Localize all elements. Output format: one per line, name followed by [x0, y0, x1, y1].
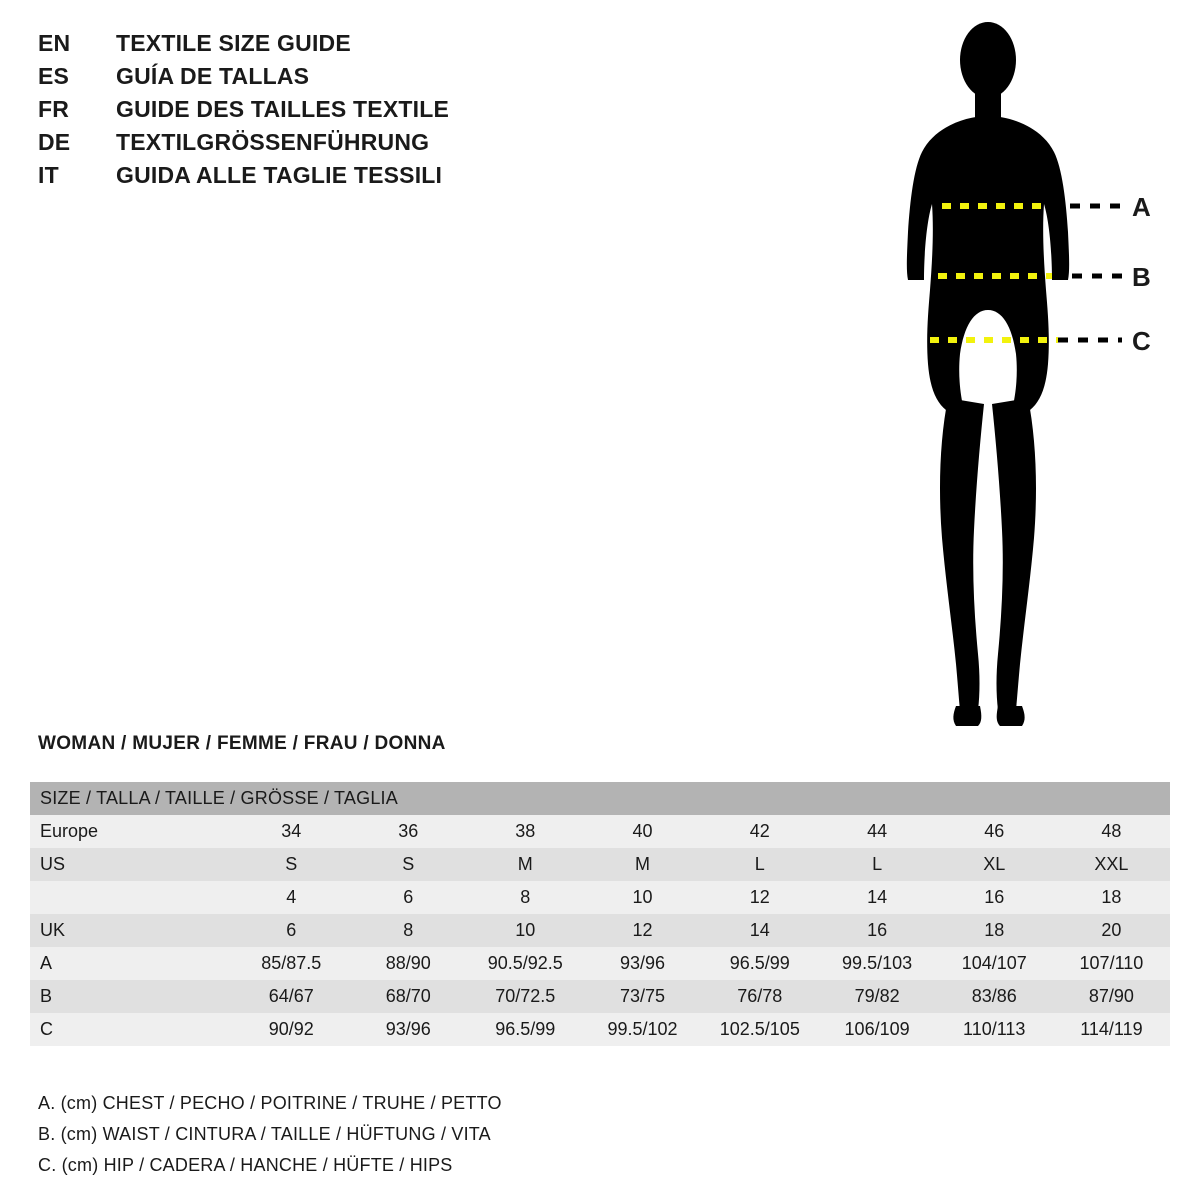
title-lang-fr: FR: [38, 96, 70, 122]
cell-usnum-5: 14: [867, 887, 888, 907]
cell-uk-3: 12: [632, 920, 653, 940]
cell-us-6: XL: [983, 854, 1006, 874]
cell-a-5: 99.5/103: [842, 953, 913, 973]
cell-c-3: 99.5/102: [607, 1019, 678, 1039]
title-block: [38, 30, 658, 195]
row-label-c: C: [40, 1019, 53, 1039]
cell-us-4: L: [754, 854, 765, 874]
cell-b-3: 73/75: [619, 986, 666, 1006]
table-row-a: [30, 947, 1170, 980]
title-text-en: TEXTILE SIZE GUIDE: [116, 30, 351, 56]
cell-us-0: S: [285, 854, 298, 874]
cell-us-5: L: [872, 854, 883, 874]
cell-c-1: 93/96: [385, 1019, 431, 1039]
cell-uk-1: 8: [403, 920, 414, 940]
table-row-b: [30, 980, 1170, 1013]
note-hip: C. (cm) HIP / CADERA / HANCHE / HÜFTE / HIPS: [38, 1155, 453, 1175]
cell-b-7: 87/90: [1088, 986, 1134, 1006]
cell-uk-5: 16: [867, 920, 888, 940]
title-text-es: GUÍA DE TALLAS: [116, 63, 310, 89]
measurement-notes: [38, 1088, 738, 1181]
cell-a-3: 93/96: [619, 953, 666, 973]
cell-usnum-1: 6: [403, 887, 414, 907]
row-label-b: B: [40, 986, 53, 1006]
cell-usnum-7: 18: [1101, 887, 1122, 907]
cell-europe-7: 48: [1101, 821, 1122, 841]
title-text-de: TEXTILGRÖSSENFÜHRUNG: [116, 129, 430, 155]
title-text-it: GUIDA ALLE TAGLIE TESSILI: [116, 162, 443, 188]
cell-a-0: 85/87.5: [261, 953, 322, 973]
cell-b-5: 79/82: [854, 986, 900, 1006]
cell-usnum-4: 12: [749, 887, 770, 907]
cell-usnum-0: 4: [286, 887, 297, 907]
table-row-c: [30, 1013, 1170, 1046]
cell-europe-0: 34: [281, 821, 302, 841]
cell-usnum-6: 16: [984, 887, 1005, 907]
row-label-a: A: [40, 953, 53, 973]
cell-us-3: M: [635, 854, 650, 874]
cell-a-4: 96.5/99: [729, 953, 790, 973]
title-row-it: [38, 162, 658, 195]
title-lang-de: DE: [38, 129, 71, 155]
cell-usnum-2: 8: [520, 887, 531, 907]
cell-europe-3: 40: [632, 821, 653, 841]
cell-europe-4: 42: [749, 821, 770, 841]
cell-c-6: 110/113: [963, 1019, 1026, 1039]
cell-b-4: 76/78: [737, 986, 783, 1006]
cell-b-1: 68/70: [385, 986, 431, 1006]
cell-a-7: 107/110: [1079, 953, 1144, 973]
cell-europe-1: 36: [398, 821, 419, 841]
table-row-us: [30, 848, 1170, 881]
row-label-europe: Europe: [40, 821, 99, 841]
cell-b-2: 70/72.5: [495, 986, 556, 1006]
cell-uk-7: 20: [1101, 920, 1122, 940]
table-row-us-numeric: [30, 881, 1170, 914]
note-waist: B. (cm) WAIST / CINTURA / TAILLE / HÜFTUNG / VITA: [38, 1124, 491, 1144]
cell-europe-6: 46: [984, 821, 1005, 841]
cell-uk-0: 6: [286, 920, 297, 940]
cell-c-7: 114/119: [1080, 1019, 1143, 1039]
row-label-us-numeric: [30, 881, 233, 914]
cell-uk-4: 14: [749, 920, 770, 940]
cell-b-6: 83/86: [971, 986, 1017, 1006]
cell-a-2: 90.5/92.5: [487, 953, 563, 973]
table-header-row: [30, 782, 1170, 815]
cell-europe-5: 44: [867, 821, 888, 841]
cell-us-7: XXL: [1094, 854, 1129, 874]
cell-a-6: 104/107: [961, 953, 1027, 973]
cell-europe-2: 38: [515, 821, 536, 841]
cell-usnum-3: 10: [632, 887, 653, 907]
cell-c-5: 106/109: [844, 1019, 910, 1039]
table-row-europe: [30, 815, 1170, 848]
row-label-uk: UK: [40, 920, 66, 940]
title-row-es: [38, 63, 658, 96]
table-header-label: SIZE / TALLA / TAILLE / GRÖSSE / TAGLIA: [30, 782, 1170, 815]
cell-uk-6: 18: [984, 920, 1005, 940]
marker-label-b: B: [1132, 262, 1151, 292]
title-lang-en: EN: [38, 30, 71, 56]
cell-us-2: M: [517, 854, 533, 874]
marker-label-c: C: [1132, 326, 1151, 356]
female-body-figure: [860, 18, 1190, 738]
title-text-fr: GUIDE DES TAILLES TEXTILE: [116, 96, 449, 122]
title-row-de: [38, 129, 658, 162]
marker-label-a: A: [1132, 192, 1151, 222]
cell-c-0: 90/92: [268, 1019, 314, 1039]
size-table: [30, 782, 1170, 1046]
title-lang-it: IT: [38, 162, 59, 188]
note-chest: A. (cm) CHEST / PECHO / POITRINE / TRUHE / PETTO: [38, 1093, 502, 1113]
section-heading-woman: WOMAN / MUJER / FEMME / FRAU / DONNA: [38, 733, 446, 754]
cell-a-1: 88/90: [385, 953, 431, 973]
title-lang-es: ES: [38, 63, 70, 89]
body-silhouette-icon: [907, 22, 1069, 726]
cell-us-1: S: [402, 854, 415, 874]
row-label-us: US: [40, 854, 66, 874]
title-row-fr: [38, 96, 658, 129]
title-row-en: [38, 30, 658, 63]
cell-uk-2: 10: [515, 920, 536, 940]
cell-c-4: 102.5/105: [719, 1019, 800, 1039]
cell-b-0: 64/67: [268, 986, 314, 1006]
cell-c-2: 96.5/99: [495, 1019, 556, 1039]
table-row-uk: [30, 914, 1170, 947]
